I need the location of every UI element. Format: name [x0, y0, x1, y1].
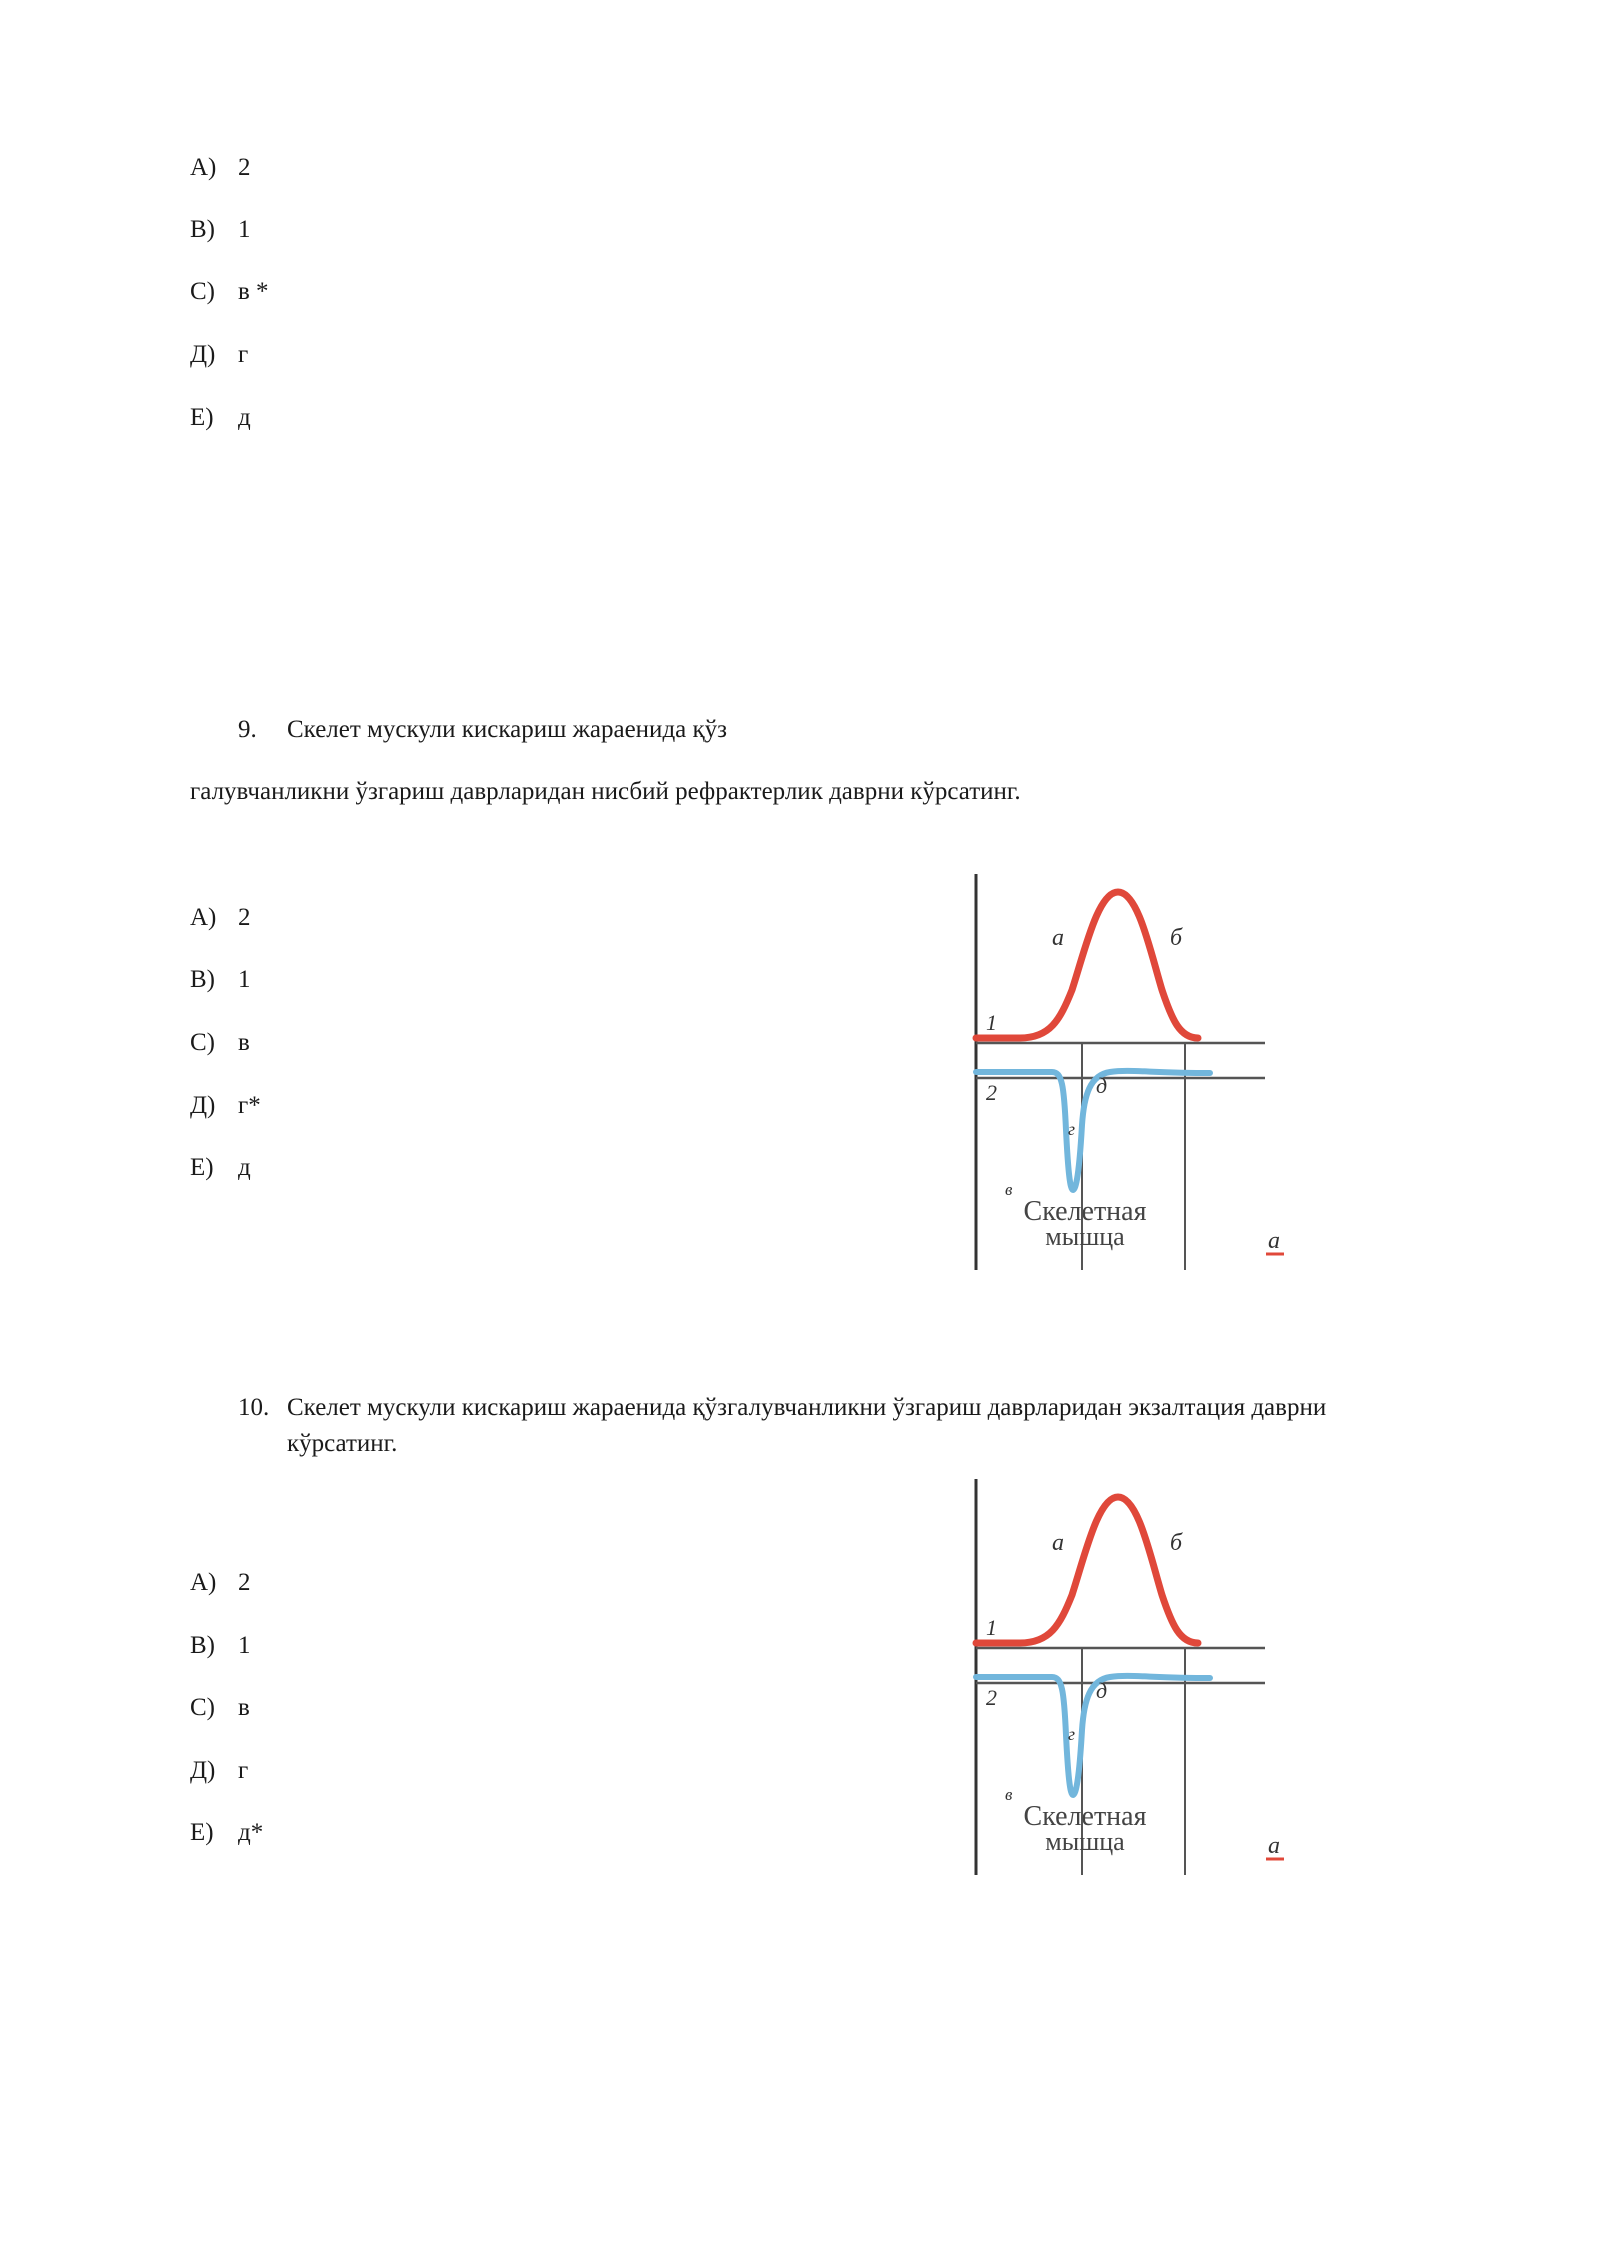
question-10-number: 10.	[238, 1394, 270, 1421]
option-e	[190, 1813, 263, 1853]
label-b: б	[1170, 1530, 1183, 1556]
figure-caption-line2: мышца	[1045, 1222, 1125, 1251]
option-text: в	[238, 1694, 250, 1721]
label-v: в	[1005, 1180, 1013, 1199]
question-9-text-line1: Скелет мускули кискариш жараенида қўз	[287, 716, 728, 743]
figure-corner-label: а	[1268, 1833, 1280, 1859]
contraction-curve	[976, 1497, 1198, 1643]
label-d: д	[1096, 1073, 1108, 1098]
option-d	[190, 335, 248, 375]
label-v: в	[1005, 1785, 1013, 1804]
muscle-excitability-figure	[960, 1475, 1300, 1875]
option-c	[190, 1688, 250, 1728]
option-letter: A)	[190, 1569, 217, 1596]
option-letter: B)	[190, 966, 215, 993]
question-10-text-line1: Скелет мускули кискариш жараенида қўзгалувчанликни ўзгариш даврларидан экзалтация даврни	[287, 1394, 1327, 1421]
option-letter: Д)	[190, 1092, 216, 1119]
figure-caption-line2: мышца	[1045, 1827, 1125, 1856]
excitability-curve	[976, 1071, 1210, 1190]
figure-caption-line1: Скелетная	[1023, 1196, 1147, 1227]
option-a	[190, 1563, 251, 1603]
question-9-number: 9.	[238, 716, 257, 743]
label-2: 2	[986, 1685, 997, 1710]
option-d	[190, 1751, 248, 1791]
label-1: 1	[986, 1615, 997, 1640]
figure-corner-label: а	[1268, 1228, 1280, 1254]
option-text: д	[238, 404, 251, 431]
option-letter: E)	[190, 404, 214, 431]
figure-svg	[960, 870, 1300, 1270]
label-g: г	[1068, 1119, 1076, 1139]
option-text: 2	[238, 154, 251, 181]
option-c	[190, 272, 269, 312]
label-d: д	[1096, 1678, 1108, 1703]
option-a	[190, 148, 251, 188]
option-letter: C)	[190, 1694, 215, 1721]
option-letter: Д)	[190, 341, 216, 368]
option-text: 1	[238, 966, 251, 993]
option-text: в	[238, 1029, 250, 1056]
option-text: 1	[238, 216, 251, 243]
label-a: а	[1052, 925, 1064, 951]
label-1: 1	[986, 1010, 997, 1035]
option-text: 1	[238, 1632, 251, 1659]
label-2: 2	[986, 1080, 997, 1105]
option-text: д*	[238, 1819, 264, 1846]
contraction-curve	[976, 892, 1198, 1038]
option-letter: Д)	[190, 1757, 216, 1784]
option-text: д	[238, 1154, 251, 1181]
option-text: 2	[238, 1569, 251, 1596]
option-letter: C)	[190, 1029, 215, 1056]
option-letter: E)	[190, 1154, 214, 1181]
option-e	[190, 1148, 251, 1188]
option-text: в *	[238, 278, 269, 305]
label-a: а	[1052, 1530, 1064, 1556]
option-b	[190, 1626, 251, 1666]
option-a	[190, 898, 251, 938]
label-g: г	[1068, 1724, 1076, 1744]
muscle-excitability-figure	[960, 870, 1300, 1270]
option-text: г*	[238, 1092, 261, 1119]
option-b	[190, 210, 251, 250]
excitability-curve	[976, 1676, 1210, 1795]
option-d	[190, 1086, 261, 1126]
option-c	[190, 1023, 250, 1063]
option-letter: A)	[190, 904, 217, 931]
figure-svg	[960, 1475, 1300, 1875]
option-text: г	[238, 341, 249, 368]
option-text: 2	[238, 904, 251, 931]
option-text: г	[238, 1757, 249, 1784]
option-letter: A)	[190, 154, 217, 181]
option-letter: E)	[190, 1819, 214, 1846]
figure-caption-line1: Скелетная	[1023, 1801, 1147, 1832]
option-letter: B)	[190, 1632, 215, 1659]
option-e	[190, 398, 251, 438]
label-b: б	[1170, 925, 1183, 951]
option-letter: C)	[190, 278, 215, 305]
option-letter: B)	[190, 216, 215, 243]
option-b	[190, 960, 251, 1000]
question-10-text-line2: кўрсатинг.	[287, 1430, 398, 1457]
question-9-text-line2: галувчанликни ўзгариш даврларидан нисбий рефрактерлик даврни кўрсатинг.	[190, 778, 1021, 805]
